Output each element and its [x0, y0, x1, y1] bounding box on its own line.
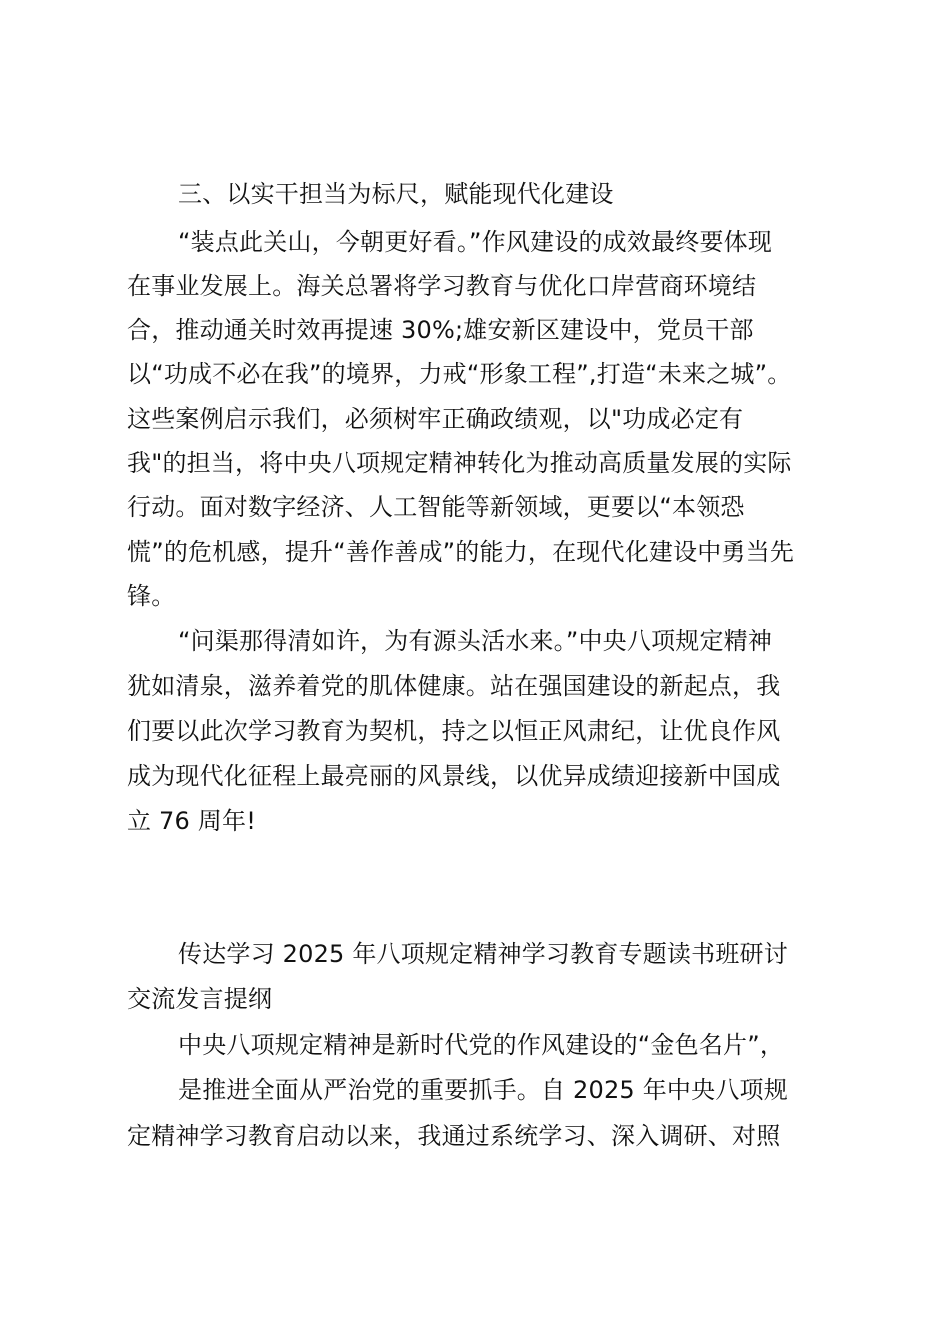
paragraph-line: 合，推动通关时效再提速 30%;雄安新区建设中，党员干部 [127, 316, 754, 344]
paragraph-line: 犹如清泉，滋养着党的肌体健康。站在强国建设的新起点，我 [127, 672, 781, 700]
paragraph-line: 在事业发展上。海关总署将学习教育与优化口岸营商环境结 [127, 272, 757, 300]
paragraph-line: 们要以此次学习教育为契机，持之以恒正风肃纪，让优良作风 [127, 717, 781, 745]
paragraph-line: 锋。 [127, 582, 176, 610]
paragraph-line: 以“功成不必在我”的境界，力戒“形象工程”,打造“未来之城”。 [127, 360, 792, 388]
paragraph-line: 这些案例启示我们，必须树牢正确政绩观，以"功成必定有 [127, 405, 744, 433]
paragraph-line: “问渠那得清如许，为有源头活水来。”中央八项规定精神 [178, 627, 773, 655]
paragraph-line: 我"的担当，将中央八项规定精神转化为推动高质量发展的实际 [127, 449, 792, 477]
paragraph-line: “装点此关山，今朝更好看。”作风建设的成效最终要体现 [178, 228, 773, 256]
section-heading: 三、以实干担当为标尺，赋能现代化建设 [178, 180, 614, 208]
paragraph-line: 行动。面对数字经济、人工智能等新领域，更要以“本领恐 [127, 493, 745, 521]
paragraph-line: 定精神学习教育启动以来，我通过系统学习、深入调研、对照 [127, 1122, 781, 1150]
document-title-line: 交流发言提纲 [127, 985, 273, 1013]
document-title-line: 传达学习 2025 年八项规定精神学习教育专题读书班研讨 [178, 940, 788, 968]
paragraph-line: 成为现代化征程上最亮丽的风景线，以优异成绩迎接新中国成 [127, 762, 781, 790]
paragraph-line: 中央八项规定精神是新时代党的作风建设的“金色名片”， [178, 1031, 785, 1059]
paragraph-line: 立 76 周年! [127, 807, 257, 835]
paragraph-line: 慌”的危机感，提升“善作善成”的能力，在现代化建设中勇当先 [127, 538, 795, 566]
paragraph-line: 是推进全面从严治党的重要抓手。自 2025 年中央八项规 [178, 1076, 788, 1104]
